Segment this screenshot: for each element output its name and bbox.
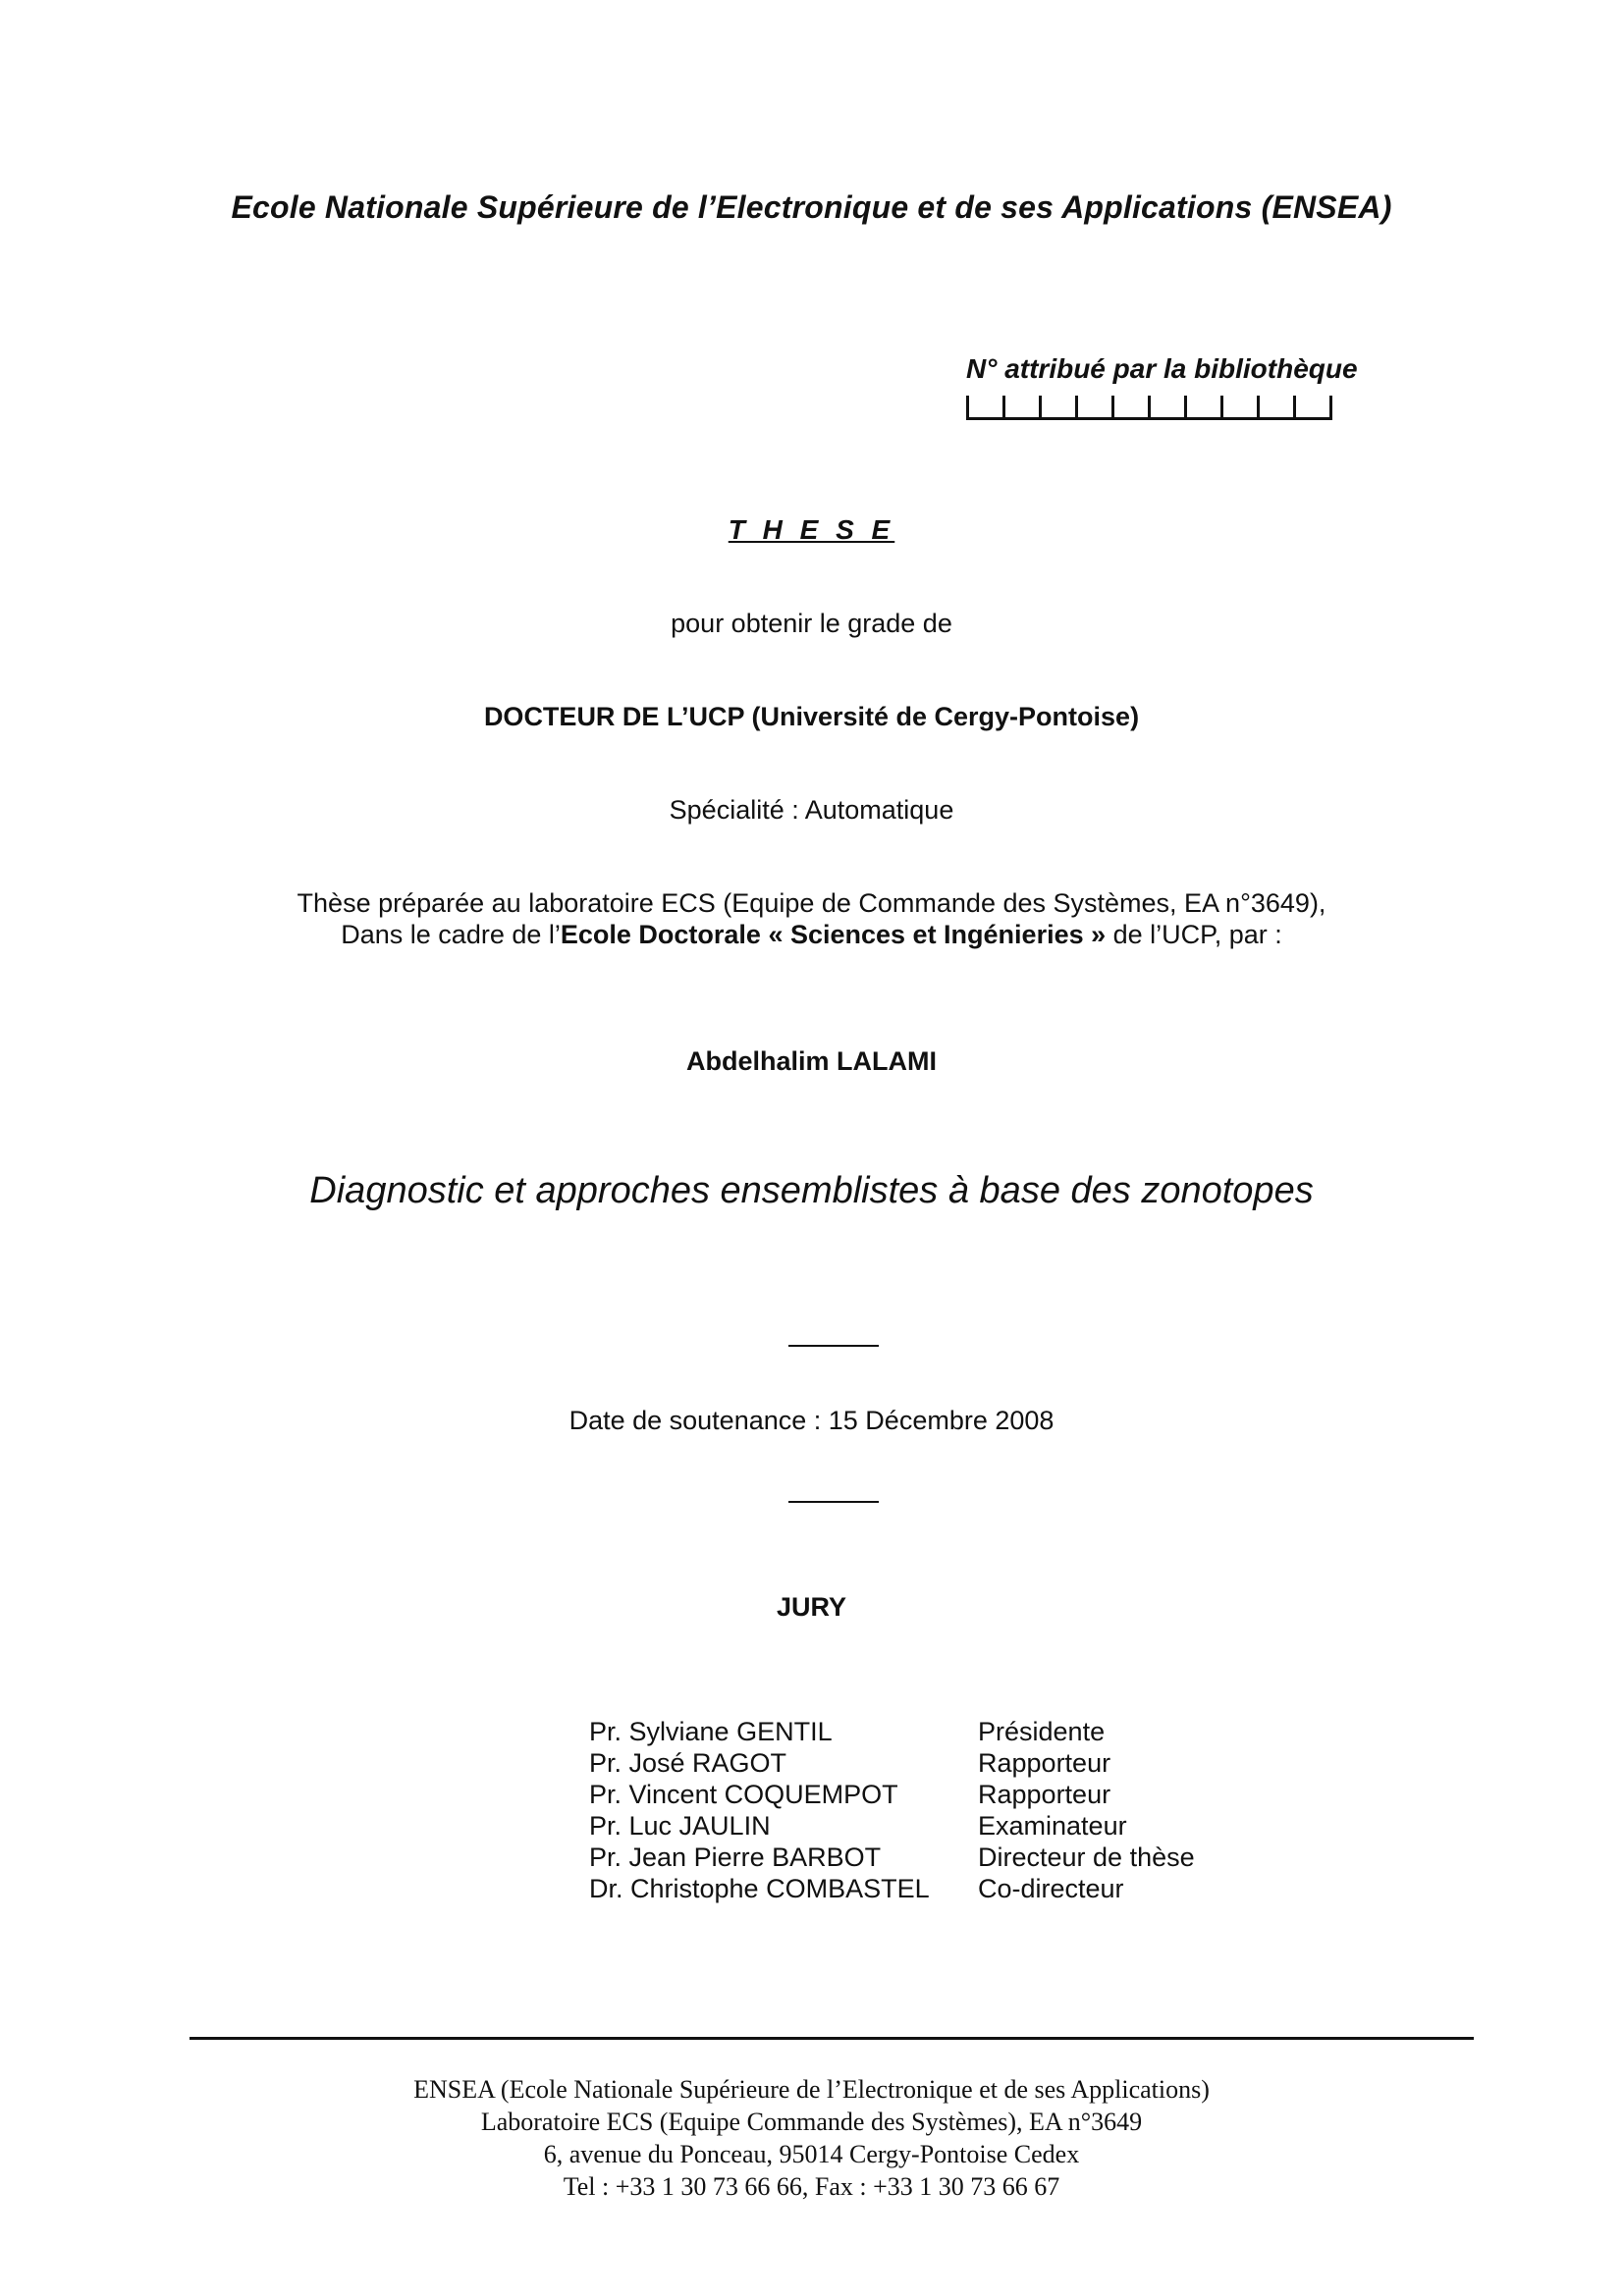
preparation-line-1: Thèse préparée au laboratoire ECS (Equipe de Commande des Systèmes, EA n°3649), [297, 888, 1326, 918]
library-number-box [1293, 396, 1329, 420]
library-number-box [1184, 396, 1220, 420]
library-number-box [1075, 396, 1111, 420]
obtain-grade-line: pour obtenir le grade de [671, 609, 952, 638]
speciality-line: Spécialité : Automatique [669, 795, 954, 825]
preparation-line-2 [0, 920, 1623, 950]
jury-member-row [589, 1747, 1195, 1779]
jury-member-row [589, 1716, 1195, 1747]
library-number-boxes [966, 396, 1332, 420]
library-number-box-end [1329, 396, 1332, 420]
library-number-box [1220, 396, 1257, 420]
separator-rule-top [788, 1345, 879, 1347]
jury-member-row [589, 1810, 1195, 1842]
jury-member-role: Co-directeur [978, 1874, 1124, 1903]
jury-member-row [589, 1842, 1195, 1873]
document-type-title: T H E S E [728, 514, 895, 545]
jury-heading: JURY [776, 1592, 847, 1622]
jury-member-name: Pr. José RAGOT [589, 1748, 787, 1778]
preparation-line-2-prefix: Dans le cadre de l’ [341, 920, 561, 949]
library-number-box [1111, 396, 1148, 420]
jury-member-name: Pr. Luc JAULIN [589, 1811, 771, 1841]
library-number-box [1257, 396, 1293, 420]
jury-member-name: Pr. Vincent COQUEMPOT [589, 1780, 898, 1809]
school-heading: Ecole Nationale Supérieure de l’Electronique et de ses Applications (ENSEA) [231, 189, 1392, 225]
library-number-label: N° attribué par la bibliothèque [966, 353, 1358, 384]
library-number-box [966, 396, 1002, 420]
defense-date: Date de soutenance : 15 Décembre 2008 [568, 1406, 1055, 1435]
separator-rule-bottom [788, 1501, 879, 1503]
jury-member-role: Rapporteur [978, 1748, 1111, 1778]
library-number-box [1148, 396, 1184, 420]
footer-line: 6, avenue du Ponceau, 95014 Cergy-Pontoise Cedex [543, 2140, 1080, 2168]
preparation-line-2-suffix: de l’UCP, par : [1106, 920, 1282, 949]
jury-member-role: Rapporteur [978, 1780, 1111, 1809]
jury-member-row [589, 1873, 1195, 1904]
degree-title: DOCTEUR DE L’UCP (Université de Cergy-Pontoise) [483, 702, 1140, 731]
jury-member-row [589, 1779, 1195, 1810]
jury-member-name: Dr. Christophe COMBASTEL [589, 1874, 930, 1903]
library-number-box [1039, 396, 1075, 420]
thesis-title: Diagnostic et approches ensemblistes à base des zonotopes [309, 1170, 1314, 1211]
footer-rule [189, 2037, 1474, 2040]
footer-address [0, 2073, 1623, 2203]
jury-member-role: Directeur de thèse [978, 1842, 1195, 1872]
jury-list [589, 1716, 1195, 1904]
jury-member-name: Pr. Jean Pierre BARBOT [589, 1842, 882, 1872]
jury-member-role: Examinateur [978, 1811, 1127, 1841]
library-number-box [1002, 396, 1039, 420]
footer-line: Tel : +33 1 30 73 66 66, Fax : +33 1 30 73 66 67 [563, 2172, 1060, 2201]
author-name: Abdelhalim LALAMI [686, 1046, 937, 1076]
jury-member-name: Pr. Sylviane GENTIL [589, 1717, 833, 1746]
footer-line: ENSEA (Ecole Nationale Supérieure de l’Electronique et de ses Applications) [413, 2075, 1210, 2104]
doctoral-school-name: Ecole Doctorale « Sciences et Ingénieries » [560, 920, 1107, 949]
jury-member-role: Présidente [978, 1717, 1106, 1746]
footer-line: Laboratoire ECS (Equipe Commande des Systèmes), EA n°3649 [480, 2108, 1143, 2136]
